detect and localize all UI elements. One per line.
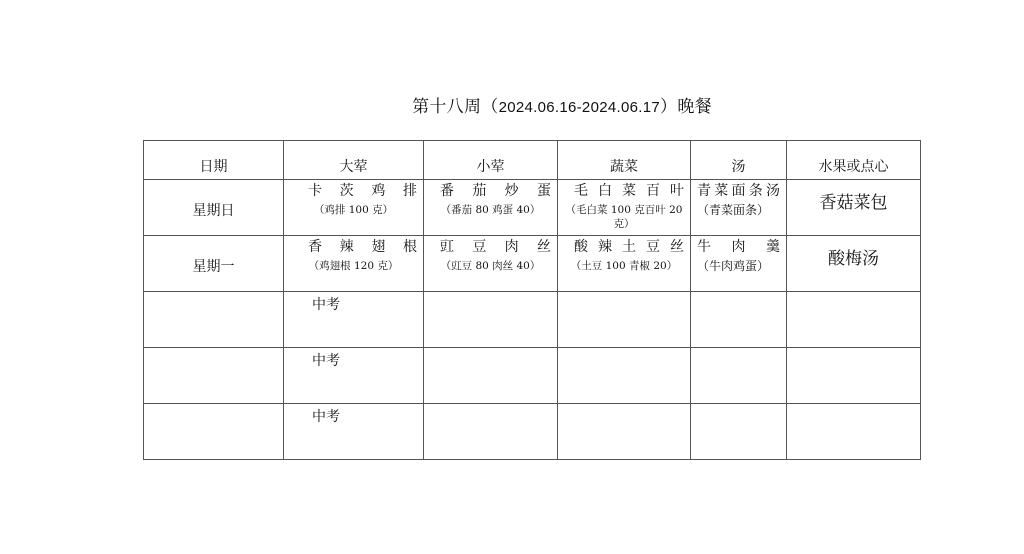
dish-name: 毛 白 菜 百 叶 [574, 183, 684, 199]
big-meat-cell [284, 404, 424, 460]
day-cell [144, 404, 284, 460]
dish-note: （豇豆 80 肉丝 40） [440, 260, 541, 272]
small-meat-cell [424, 236, 558, 292]
day-cell [144, 348, 284, 404]
day-cell [144, 180, 284, 236]
soup-cell [691, 348, 787, 404]
title-prefix: 第十八周（ [412, 97, 499, 117]
header-cell-date [144, 141, 284, 180]
header-big-meat: 大荤 [339, 159, 368, 175]
header-row [144, 141, 921, 180]
vegetable-cell [558, 348, 691, 404]
day-label: 星期日 [192, 203, 235, 219]
title-dates: 2024.06.16-2024.06.17 [498, 99, 661, 116]
dish-name: 卡 茨 鸡 排 [308, 183, 417, 199]
vegetable-cell [558, 236, 691, 292]
exam-label: 中考 [312, 409, 340, 425]
fruit-cell [787, 180, 921, 236]
soup-cell [691, 236, 787, 292]
dish-name: 番 茄 炒 蛋 [440, 183, 551, 199]
dinner-menu-table [143, 140, 921, 460]
dish-note: （毛白菜 100 克百叶 20 克） [565, 204, 683, 230]
table-row [144, 236, 921, 292]
header-fruit: 水果或点心 [818, 159, 889, 175]
soup-cell [691, 292, 787, 348]
big-meat-cell [284, 236, 424, 292]
header-cell-big-meat [284, 141, 424, 180]
exam-label: 中考 [312, 353, 340, 369]
vegetable-cell [558, 292, 691, 348]
header-cell-soup [691, 141, 787, 180]
fruit-item: 酸梅汤 [828, 249, 879, 269]
exam-label: 中考 [312, 297, 340, 313]
dish-name: 香 辣 翅 根 [308, 239, 417, 255]
day-cell [144, 236, 284, 292]
table-row [144, 348, 921, 404]
small-meat-cell [424, 292, 558, 348]
fruit-cell [787, 236, 921, 292]
table-row [144, 292, 921, 348]
big-meat-cell [284, 348, 424, 404]
title-suffix: ）晚餐 [660, 97, 712, 117]
header-small-meat: 小荤 [476, 159, 505, 175]
table-row [144, 404, 921, 460]
small-meat-cell [424, 348, 558, 404]
header-date: 日期 [199, 159, 228, 175]
dish-note: （鸡翅根 120 克） [308, 260, 399, 272]
dish-note: （青菜面条） [697, 203, 770, 217]
dish-note: （番茄 80 鸡蛋 40） [440, 204, 541, 216]
page-title [0, 92, 1024, 117]
fruit-cell [787, 348, 921, 404]
big-meat-cell [284, 180, 424, 236]
vegetable-cell [558, 404, 691, 460]
big-meat-cell [284, 292, 424, 348]
dish-name: 豇 豆 肉 丝 [440, 239, 551, 255]
day-cell [144, 292, 284, 348]
small-meat-cell [424, 404, 558, 460]
dish-name: 牛 肉 羹 [697, 239, 780, 255]
header-cell-small-meat [424, 141, 558, 180]
dish-note: （土豆 100 青椒 20） [570, 260, 678, 272]
fruit-cell [787, 292, 921, 348]
soup-cell [691, 404, 787, 460]
dish-note: （鸡排 100 克） [313, 204, 394, 216]
header-cell-vegetable [558, 141, 691, 180]
header-cell-fruit [787, 141, 921, 180]
fruit-item: 香菇菜包 [819, 193, 888, 213]
header-soup: 汤 [731, 159, 746, 175]
day-label: 星期一 [192, 259, 235, 275]
dish-name: 酸 辣 土 豆 丝 [574, 239, 684, 255]
dish-note: （牛肉鸡蛋） [697, 259, 770, 273]
soup-cell [691, 180, 787, 236]
fruit-cell [787, 404, 921, 460]
table-row [144, 180, 921, 236]
dish-name: 青菜面条汤 [697, 183, 780, 199]
small-meat-cell [424, 180, 558, 236]
vegetable-cell [558, 180, 691, 236]
header-vegetable: 蔬菜 [610, 159, 638, 175]
